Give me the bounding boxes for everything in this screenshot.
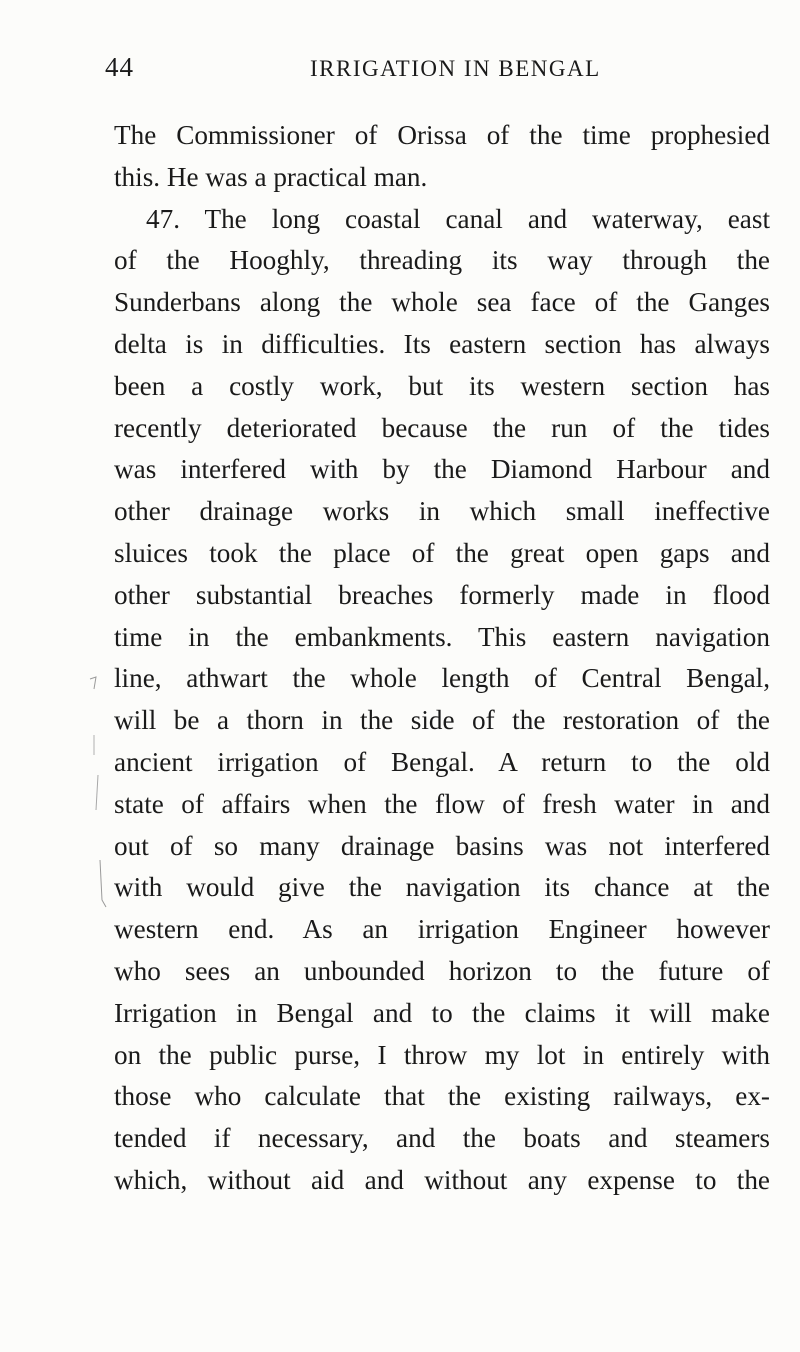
text-line: who sees an unbounded horizon to the future of — [114, 955, 770, 986]
text-line: with would give the navigation its chance at the — [114, 872, 770, 903]
text-line: The Commissioner of Orissa of the time prophesied — [114, 120, 770, 150]
text-line: sluices took the place of the great open gaps and — [114, 537, 770, 568]
text-line: was interfered with by the Diamond Harbour and — [114, 454, 770, 485]
text-line: other substantial breaches formerly made in flood — [114, 579, 770, 610]
text-line: on the public purse, I throw my lot in entirely with — [114, 1039, 770, 1070]
running-title: IRRIGATION IN BENGAL — [310, 56, 601, 81]
text-line: Sunderbans along the whole sea face of the Ganges — [114, 287, 770, 318]
margin-pencil-mark — [84, 675, 108, 935]
text-line: other drainage works in which small ineffective — [114, 496, 770, 527]
text-line: western end. As an irrigation Engineer however — [114, 914, 770, 945]
text-line: this. He was a practical man. — [114, 161, 428, 192]
text-line: delta is in difficulties. Its eastern section has always — [114, 328, 770, 359]
text-line: Irrigation in Bengal and to the claims it will make — [114, 997, 770, 1028]
text-line: ancient irrigation of Bengal. A return to the old — [114, 746, 770, 777]
text-line: time in the embankments. This eastern navigation — [114, 621, 770, 652]
page-number: 44 — [105, 52, 134, 82]
text-line: recently deteriorated because the run of the tides — [114, 412, 770, 443]
text-line: those who calculate that the existing railways, ex- — [114, 1081, 770, 1112]
paragraph-start-line: 47. The long coastal canal and waterway, east — [146, 203, 770, 234]
text-line: state of affairs when the flow of fresh water in and — [114, 788, 770, 819]
text-line: of the Hooghly, threading its way through the — [114, 245, 770, 276]
body-text — [114, 115, 770, 1202]
text-line: been a costly work, but its western section has — [114, 370, 770, 401]
text-line: tended if necessary, and the boats and steamers — [114, 1123, 770, 1154]
text-line: which, without aid and without any expense to the — [114, 1164, 770, 1195]
text-line: line, athwart the whole length of Central Bengal, — [114, 663, 770, 694]
running-head — [105, 52, 765, 92]
text-line: will be a thorn in the side of the restoration of the — [114, 705, 770, 736]
text-line: out of so many drainage basins was not interfered — [114, 830, 770, 861]
